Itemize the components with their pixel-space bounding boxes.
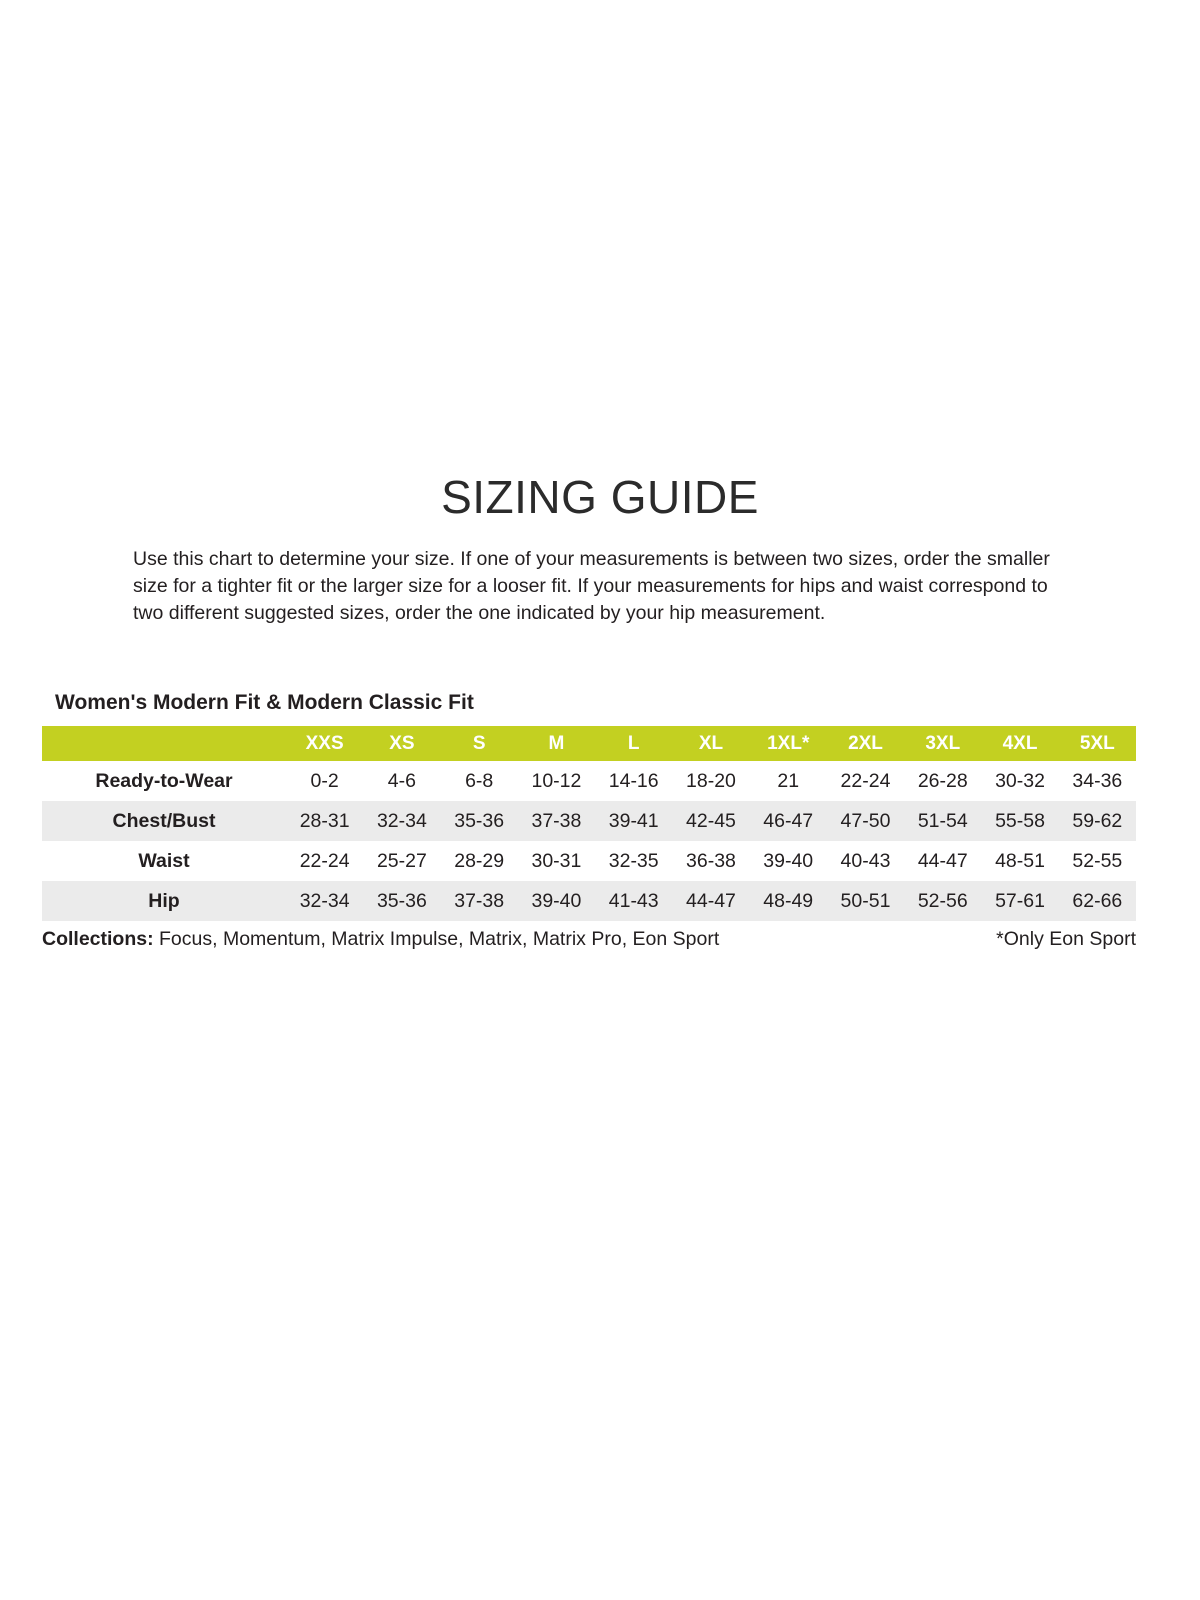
size-cell: 6-8 bbox=[465, 769, 494, 792]
collections-list: Focus, Momentum, Matrix Impulse, Matrix, Matrix Pro, Eon Sport bbox=[153, 928, 720, 950]
size-cell: 18-20 bbox=[686, 769, 736, 792]
table-row bbox=[42, 801, 1136, 841]
size-cell: 46-47 bbox=[763, 809, 814, 832]
size-cell: 52-56 bbox=[917, 889, 968, 912]
size-cell: 40-43 bbox=[840, 849, 891, 872]
size-cell: 44-47 bbox=[917, 849, 968, 872]
column-header: S bbox=[441, 726, 518, 761]
size-cell: 25-27 bbox=[376, 849, 427, 872]
sizing-table-container bbox=[42, 726, 1136, 921]
sizing-table-body bbox=[42, 761, 1136, 921]
row-label: Hip bbox=[148, 889, 180, 912]
sizing-table bbox=[42, 726, 1136, 921]
collections-text bbox=[42, 928, 719, 951]
size-cell: 35-36 bbox=[376, 889, 427, 912]
size-cell: 39-40 bbox=[531, 889, 582, 912]
size-cell: 30-32 bbox=[995, 769, 1045, 792]
size-cell: 59-62 bbox=[1072, 809, 1123, 832]
collections-row bbox=[42, 928, 1136, 951]
size-cell: 21 bbox=[777, 769, 800, 792]
collections-label: Collections: bbox=[42, 928, 154, 950]
size-cell: 48-51 bbox=[995, 849, 1045, 872]
size-cell: 41-43 bbox=[608, 889, 659, 912]
size-cell: 0-2 bbox=[310, 769, 339, 792]
size-cell: 28-29 bbox=[454, 849, 505, 872]
column-header: 5XL bbox=[1059, 726, 1136, 761]
size-cell: 10-12 bbox=[531, 769, 582, 792]
row-label: Waist bbox=[138, 849, 190, 872]
size-cell: 34-36 bbox=[1072, 769, 1123, 792]
size-cell: 37-38 bbox=[454, 889, 505, 912]
row-label: Chest/Bust bbox=[112, 809, 216, 832]
size-cell: 26-28 bbox=[917, 769, 968, 792]
size-cell: 28-31 bbox=[299, 809, 350, 832]
corner-cell bbox=[42, 726, 286, 761]
size-cell: 62-66 bbox=[1072, 889, 1123, 912]
table-row bbox=[42, 881, 1136, 921]
size-cell: 50-51 bbox=[840, 889, 891, 912]
section-heading: Women's Modern Fit & Modern Classic Fit bbox=[55, 691, 474, 714]
size-cell: 52-55 bbox=[1072, 849, 1123, 872]
size-header-row bbox=[42, 726, 1136, 761]
size-cell: 36-38 bbox=[686, 849, 736, 872]
intro-paragraph: Use this chart to determine your size. If one of your measurements is between two sizes, order the smaller size for a tighter fit or the larger size for a looser fit. If your measurements for hips and waist correspond to two different suggested sizes, order the one indicated by your hip measurement. bbox=[133, 548, 1050, 624]
size-cell: 14-16 bbox=[608, 769, 659, 792]
column-header: 4XL bbox=[981, 726, 1058, 761]
column-header: XS bbox=[363, 726, 440, 761]
table-row bbox=[42, 761, 1136, 801]
size-cell: 55-58 bbox=[995, 809, 1045, 832]
column-header: 2XL bbox=[827, 726, 904, 761]
size-cell: 47-50 bbox=[840, 809, 891, 832]
size-cell: 39-40 bbox=[763, 849, 814, 872]
size-cell: 32-34 bbox=[299, 889, 350, 912]
column-header: XL bbox=[672, 726, 749, 761]
size-cell: 42-45 bbox=[686, 809, 736, 832]
size-cell: 35-36 bbox=[454, 809, 505, 832]
size-cell: 4-6 bbox=[387, 769, 416, 792]
size-cell: 37-38 bbox=[531, 809, 582, 832]
size-cell: 44-47 bbox=[686, 889, 736, 912]
column-header: XXS bbox=[286, 726, 363, 761]
size-cell: 51-54 bbox=[917, 809, 968, 832]
column-header: L bbox=[595, 726, 672, 761]
column-header: 3XL bbox=[904, 726, 981, 761]
size-cell: 22-24 bbox=[299, 849, 350, 872]
size-cell: 48-49 bbox=[763, 889, 814, 912]
footnote: *Only Eon Sport bbox=[996, 928, 1136, 950]
column-header: 1XL* bbox=[750, 726, 827, 761]
size-cell: 30-31 bbox=[531, 849, 582, 872]
table-row bbox=[42, 841, 1136, 881]
page-title: SIZING GUIDE bbox=[441, 471, 759, 523]
size-cell: 57-61 bbox=[995, 889, 1045, 912]
size-cell: 22-24 bbox=[840, 769, 891, 792]
size-cell: 39-41 bbox=[608, 809, 659, 832]
size-cell: 32-34 bbox=[376, 809, 427, 832]
column-header: M bbox=[518, 726, 595, 761]
size-cell: 32-35 bbox=[608, 849, 659, 872]
row-label: Ready-to-Wear bbox=[95, 769, 233, 792]
